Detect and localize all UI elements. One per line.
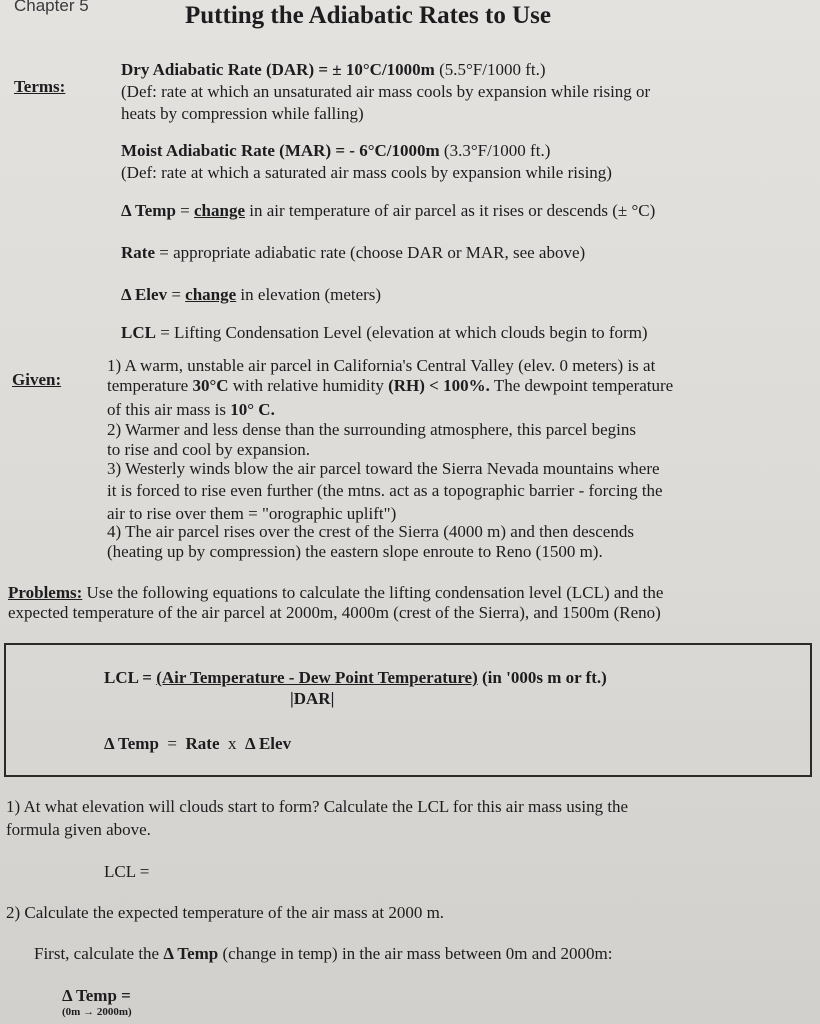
delev-term-eq: = [171,285,181,304]
question-2-answer: Δ Temp = [62,986,131,1005]
question-2-range: (0m → 2000m) [62,1006,132,1018]
equations-box [4,643,812,777]
delev-term-change: change [185,285,237,304]
delev-term-rest: in elevation (meters) [240,285,382,304]
given-1b-post: The dewpoint temperature [493,376,674,395]
mar-def: (Def: rate at which a saturated air mass cools by expansion while rising) [121,163,612,182]
dar-alt: (5.5°F/1000 ft.) [439,60,546,79]
problems-text-1: Use the following equations to calculate the lifting condensation level (LCL) and the [86,583,664,602]
given-3c: air to rise over them = "orographic uplift") [107,504,397,523]
dtemp-term-unit: (± °C) [612,201,656,220]
lcl-term-name: LCL [121,323,156,342]
problems-line-1 [8,583,663,603]
question-1a: 1) At what elevation will clouds start to form? Calculate the LCL for this air mass using the [6,797,629,816]
dar-def-1: (Def: rate at which an unsaturated air mass cools by expansion while rising or [121,82,651,101]
given-1c-pre: of this air mass is [107,400,226,419]
question-1b: formula given above. [6,820,151,839]
q2-first-pre: First, calculate the [34,944,160,963]
lcl-eq-denominator: |DAR| [290,689,335,708]
given-4b: (heating up by compression) the eastern slope enroute to Reno (1500 m). [107,542,603,561]
page-title: Putting the Adiabatic Rates to Use [185,2,551,29]
mar-value: - 6°C/1000m [349,141,440,160]
given-1b-temp: 30°C [192,376,229,395]
q2-first-post: (change in temp) in the air mass between 0m and 2000m: [222,944,613,963]
given-1b-mid: with relative humidity [232,376,384,395]
dtemp-equation [104,734,291,754]
dar-def-2: heats by compression while falling) [121,104,364,123]
lcl-eq-numerator: (Air Temperature - Dew Point Temperature) [156,668,478,687]
q2-first-bold: Δ Temp [163,944,219,963]
problems-text-2: expected temperature of the air parcel at 2000m, 4000m (crest of the Sierra), and 1500m (Reno) [8,603,661,622]
rate-term [121,243,585,263]
lcl-term-rest: = Lifting Condensation Level (elevation at which clouds begin to form) [160,323,648,342]
rate-term-name: Rate [121,243,155,262]
given-1b-rh: (RH) < 100%. [388,376,490,395]
given-2b: to rise and cool by expansion. [107,440,311,459]
given-4a: 4) The air parcel rises over the crest of the Sierra (4000 m) and then descends [107,522,634,541]
dtemp-eq-elev: Δ Elev [245,734,292,753]
lcl-term [121,323,648,343]
dtemp-eq-x: x [228,734,237,753]
dtemp-eq-lhs: Δ Temp [104,734,159,753]
dar-name: Dry Adiabatic Rate (DAR) = [121,60,329,79]
mar-line [121,141,550,161]
given-1c-dew: 10° C. [230,400,275,419]
dtemp-term-change: change [194,201,246,220]
given-1c [107,400,275,420]
question-2: 2) Calculate the expected temperature of the air mass at 2000 m. [6,903,445,922]
question-1-answer: LCL = [104,862,150,881]
chapter-label: Chapter 5 [14,0,89,15]
terms-label: Terms: [14,77,66,96]
dtemp-eq-rate: Rate [185,734,220,753]
dtemp-term-eq: = [180,201,190,220]
given-1a: 1) A warm, unstable air parcel in California's Central Valley (elev. 0 meters) is at [107,356,656,375]
given-2a: 2) Warmer and less dense than the surrounding atmosphere, this parcel begins [107,420,636,439]
dtemp-eq-eq: = [167,734,178,753]
lcl-equation [104,668,607,688]
dtemp-term [121,201,655,221]
mar-name: Moist Adiabatic Rate (MAR) = [121,141,346,160]
dtemp-term-rest: in air temperature of air parcel as it rises or descends [249,201,609,220]
problems-label: Problems: [8,583,83,602]
lcl-eq-lhs: LCL = [104,668,152,687]
question-2-first [34,944,612,964]
delev-term [121,285,381,305]
given-1b [107,376,673,396]
dar-value: ± 10°C/1000m [332,60,435,79]
given-3a: 3) Westerly winds blow the air parcel toward the Sierra Nevada mountains where [107,459,660,478]
given-1b-pre: temperature [107,376,189,395]
mar-alt: (3.3°F/1000 ft.) [443,141,551,160]
rate-term-rest: = appropriate adiabatic rate (choose DAR or MAR, see above) [159,243,586,262]
lcl-eq-units: (in '000s m or ft.) [482,668,607,687]
dtemp-term-name: Δ Temp [121,201,176,220]
given-3b: it is forced to rise even further (the mtns. act as a topographic barrier - forcing the [107,481,663,500]
given-label: Given: [12,370,62,389]
dar-line [121,60,546,80]
delev-term-name: Δ Elev [121,285,168,304]
